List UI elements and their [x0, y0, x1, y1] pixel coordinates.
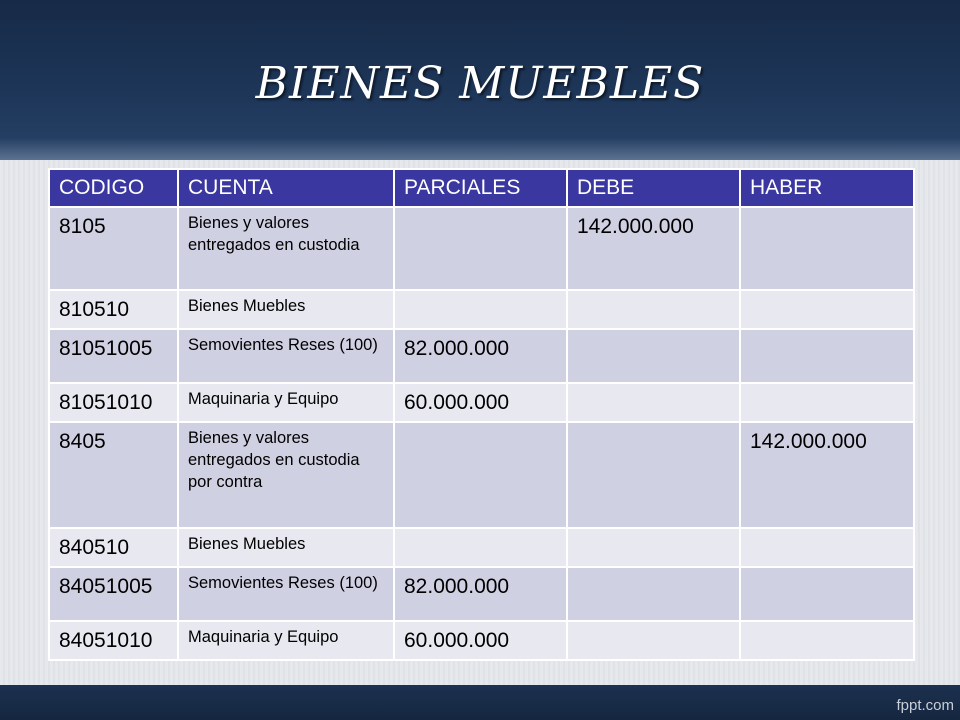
cell-parciales — [394, 207, 567, 290]
cell-parciales — [394, 422, 567, 528]
brand-watermark: fppt.com — [896, 697, 954, 714]
cell-cuenta: Maquinaria y Equipo — [178, 621, 394, 660]
cell-debe — [567, 567, 740, 621]
header-haber: HABER — [740, 169, 914, 207]
table-row — [49, 290, 914, 329]
cell-haber — [740, 567, 914, 621]
table-row — [49, 621, 914, 660]
cell-cuenta: Bienes Muebles — [178, 528, 394, 567]
slide-footer — [0, 685, 960, 720]
cell-cuenta: Semovientes Reses (100) — [178, 329, 394, 383]
cell-parciales — [394, 528, 567, 567]
header-codigo: CODIGO — [49, 169, 178, 207]
cell-parciales: 60.000.000 — [394, 621, 567, 660]
cell-haber — [740, 329, 914, 383]
cell-cuenta: Maquinaria y Equipo — [178, 383, 394, 422]
cell-cuenta: Bienes y valores entregados en custodia por contra — [178, 422, 394, 528]
cell-codigo: 81051005 — [49, 329, 178, 383]
table-row — [49, 528, 914, 567]
cell-haber: 142.000.000 — [740, 422, 914, 528]
cell-haber — [740, 383, 914, 422]
slide-title: BIENES MUEBLES — [255, 58, 705, 109]
table-row — [49, 383, 914, 422]
cell-parciales: 82.000.000 — [394, 329, 567, 383]
cell-codigo: 8405 — [49, 422, 178, 528]
table-header-row — [49, 169, 914, 207]
cell-debe — [567, 329, 740, 383]
header-debe: DEBE — [567, 169, 740, 207]
header-parciales: PARCIALES — [394, 169, 567, 207]
header-cuenta: CUENTA — [178, 169, 394, 207]
table-row — [49, 567, 914, 621]
cell-debe — [567, 621, 740, 660]
cell-codigo: 840510 — [49, 528, 178, 567]
cell-debe — [567, 528, 740, 567]
cell-debe — [567, 422, 740, 528]
ledger-table — [48, 168, 915, 661]
cell-haber — [740, 207, 914, 290]
cell-haber — [740, 290, 914, 329]
cell-codigo: 81051010 — [49, 383, 178, 422]
cell-codigo: 810510 — [49, 290, 178, 329]
cell-codigo: 84051010 — [49, 621, 178, 660]
cell-codigo: 84051005 — [49, 567, 178, 621]
cell-cuenta: Semovientes Reses (100) — [178, 567, 394, 621]
cell-debe — [567, 290, 740, 329]
slide-header — [0, 0, 960, 160]
cell-debe — [567, 383, 740, 422]
cell-cuenta: Bienes y valores entregados en custodia — [178, 207, 394, 290]
table-row — [49, 207, 914, 290]
cell-codigo: 8105 — [49, 207, 178, 290]
cell-haber — [740, 621, 914, 660]
table-row — [49, 329, 914, 383]
cell-cuenta: Bienes Muebles — [178, 290, 394, 329]
cell-parciales: 60.000.000 — [394, 383, 567, 422]
cell-debe: 142.000.000 — [567, 207, 740, 290]
cell-parciales — [394, 290, 567, 329]
cell-haber — [740, 528, 914, 567]
cell-parciales: 82.000.000 — [394, 567, 567, 621]
table-row — [49, 422, 914, 528]
